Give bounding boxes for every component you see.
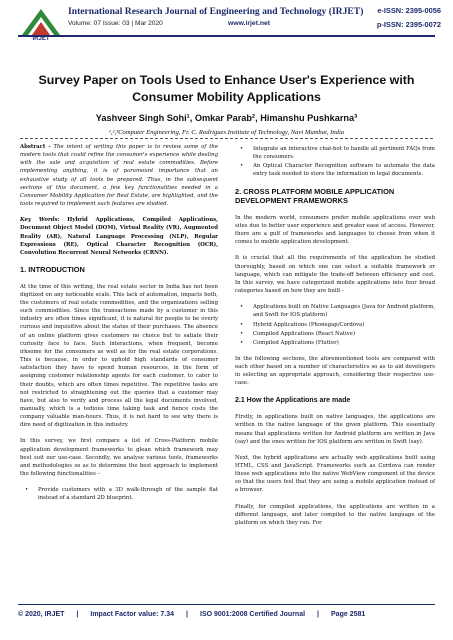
bullet-dot-icon: • [240, 321, 244, 328]
paragraph: It is crucial that all the requirements of the application be studied thoroughly, based on which one can select a suitable framework or language, which can mitigate the trade-off between efficiency and cost. In this survey, we have categorized mobile applications into four broad categories based on how they are built - [235, 255, 435, 295]
paragraph: In this survey, we first compare a list of Cross-Platform mobile application development frameworks to glean which framework may best suit our use-case. Secondly, we analyse various tools, frameworks and methodologies so as to determine the best approach to implement the following functionalities – [20, 438, 218, 478]
footer-iso: ISO 9001:2008 Certified Journal [200, 611, 306, 618]
e-issn: e-ISSN: 2395-0056 [377, 6, 441, 15]
footer-page-number: Page 2581 [331, 611, 366, 618]
list-item: • Hybrid Applications (Phonegap/Cordova) [240, 321, 365, 328]
header-rule [18, 35, 435, 37]
bullet-list [235, 303, 435, 347]
list-item: • Integrate an interactive chat-bot to handle all pertinent FAQs from the consumers. [240, 146, 435, 161]
section-heading-how-made: 2.1 How the Applications are made [235, 396, 351, 404]
footer-copyright: © 2020, IRJET [18, 611, 65, 618]
paragraph: Firstly, in applications built on native languages, the applications are written in the native language of the given platform. This essentially means that applications written for Android platform are written in Java (say) and the ones written for IOS platform are written in Swift (say). [235, 414, 435, 445]
bullet-dot-icon: • [240, 163, 244, 170]
bullet-dot-icon: • [240, 330, 244, 337]
footer-separator: | [317, 611, 320, 618]
bullet-dot-icon: • [240, 146, 244, 152]
paragraph: Finally, for compiled applications, the applications are written in a different language, and later compiled to the native language of the platform on which they run. For [235, 503, 435, 526]
bullet-dot-icon: • [240, 304, 244, 311]
paragraph: In the following sections, the aforementioned tools are compared with each other based on a number of characteristics so as to aid developers in selecting an appropriate approach, considering their respective use-case. [235, 356, 435, 387]
keywords-label: Key Words: [20, 217, 60, 224]
page-footer [18, 604, 435, 624]
paragraph: Next, the hybrid applications are actually web applications built using HTML, CSS and JavaScript. Frameworks such as Cordova can render these web applications into the native WebView component of the device so that the users feel that they are using a mobile application instead of a browser. [235, 454, 435, 494]
keywords-text: Hybrid Applications, Compiled Applications, Document Object Model (DOM), Virtual Reality (VR), Augmented Reality (AR), Natural Language Processing (NLP), Regular Expressions (RE), Optical Character Recognition (OCR), Convolution Recurrent Neural Networks (CRNN). [20, 217, 218, 256]
bullet-list [20, 486, 218, 502]
left-column [20, 143, 218, 511]
right-column [235, 145, 435, 535]
page-header [0, 0, 453, 46]
list-item: • Compiled Applications (Flutter) [240, 339, 339, 346]
list-item: • Provide customers with a 3D walk-through of the sample flat instead of a standard 2D blueprint. [25, 487, 218, 502]
paper-title: Survey Paper on Tools Used to Enhance User's Experience with Consumer Mobility Applications [38, 73, 415, 104]
list-item: • Compiled Applications (React Native) [240, 330, 356, 337]
volume-issue: Volume: 07 Issue: 03 | Mar 2020 [68, 20, 163, 27]
journal-website[interactable]: www.irjet.net [228, 20, 271, 27]
footer-impact-factor: Impact Factor value: 7.34 [90, 611, 175, 618]
p-issn: p-ISSN: 2395-0072 [376, 20, 441, 29]
bullet-dot-icon: • [25, 487, 29, 494]
list-item: • Applications built on Native Languages (Java for Android platform, and Swift for IOS platform) [240, 304, 435, 319]
journal-name: International Research Journal of Engineering and Technology (IRJET) [68, 6, 364, 17]
author-affiliation: ¹,²,³Computer Engineering, Fr. C. Rodrigues Institute of Technology, Navi Mumbai, India [108, 129, 345, 136]
list-item: • An Optical Character Recognition software to automate the data entry task needed to store the information in legal documents. [240, 163, 435, 178]
abstract-label: Abstract - [20, 144, 51, 150]
keywords [20, 216, 218, 257]
paragraph: In the modern world, consumers prefer mobile applications over web sites due to better user experience and greater ease of access. However, there are a gulf of frameworks and languages to choose from when it comes to mobile application development. [235, 214, 435, 246]
section-heading-introduction: 1. INTRODUCTION [20, 265, 85, 275]
logo-text: IRJET [32, 36, 50, 41]
paragraph: At the time of this writing, the real estate sector in India has not been digitized on any noticeable scale. This lack of automation, impacts both, the customers of real estate commodities, and the organizations selling such commodities. Since the transactions made by a customer in this industry are often times significant, it is natural for people to be overly curious and inquisitive about the status of their purchases. The absence of an online platform gives customers no choice but to satiate their curiosity face to face. Such interactions, when frequent, become irksome for the consumers as well as for the real estate corporations. This is because, in order to uphold high standards of consumer satisfaction they have to spend human resources, in the form of assigning customer relationship agents for each customer, to cater to their doubts, which are often times repetitive. The repetitive tasks are not restricted to straightening out the queries that a customer may have, but also to verify and process all the legal documents involved, manually, which is a tedious time taking task and hence costs the company valuable man-hours. Thus, it is not hard to see why there is dire need of digitization in this industry. [20, 283, 218, 429]
title-divider [20, 138, 433, 139]
abstract [20, 143, 218, 208]
section-heading-frameworks: 2. CROSS PLATFORM MOBILE APPLICATION DEVELOPMENT FRAMEWORKS [235, 186, 395, 206]
abstract-text: The intent of writing this paper is to review some of the modern tools that could refine the consumer's experience while dealing with the sale and acquisition of real estate commodities. Before implementing anything, it is of paramount importance that an exhaustive study of all tools be prepared. Thus, in the subsequent sections of this document, a few key functionalities needed in a Consumer Mobility Application for Real Estate, are highlighted, and the tools required to implement such features are studied. [20, 144, 218, 208]
bullet-list [235, 145, 435, 179]
bullet-dot-icon: • [240, 339, 244, 346]
paper-authors: Yashveer Singh Sohi¹, Omkar Parab², Himanshu Pushkarna³ [95, 113, 358, 123]
footer-separator: | [76, 611, 79, 618]
footer-separator: | [186, 611, 188, 618]
